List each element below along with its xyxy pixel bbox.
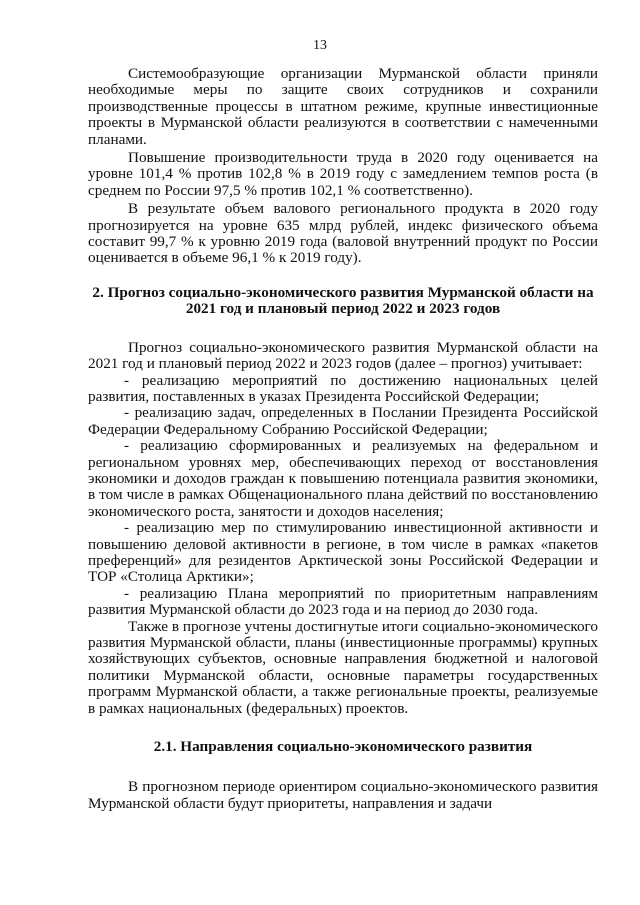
paragraph: В результате объем валового регионального продукта в 2020 году прогнозируется на уровне 635 млрд рублей, индекс физического объема составит 99,7 % к уровню 2019 года (валовой внутренний продукт по России оценивается в объеме 96,1 % к 2019 году).: [88, 200, 598, 267]
list-item: - реализацию Плана мероприятий по приоритетным направлениям развития Мурманской области до 2023 года и на период до 2030 года.: [88, 584, 598, 619]
list-item: - реализацию задач, определенных в Послании Президента Российской Федерации Федеральному Собранию Российской Федерации;: [88, 404, 598, 438]
list-item: - реализацию мероприятий по достижению национальных целей развития, поставленных в указах Президента Российской Федерации;: [88, 371, 598, 405]
document-body: [88, 66, 598, 812]
paragraph: Системообразующие организации Мурманской области приняли необходимые меры по защите своих сотрудников и сохранили производственные процессы в штатном режиме, крупные инвестиционные проекты в Мурманской области реализуются в соответствии с намеченными планами.: [88, 65, 598, 148]
page-number: 13: [313, 38, 327, 53]
paragraph: Повышение производительности труда в 2020 году оценивается на уровне 101,4 % против 102,8 % в 2019 году с замедлением темпов роста (в среднем по России 97,5 % против 102,1 % соответственно).: [88, 149, 598, 199]
paragraph: Прогноз социально-экономического развития Мурманской области на 2021 год и плановый период 2022 и 2023 годов (далее – прогноз) учитывает:: [88, 338, 598, 373]
paragraph: Также в прогнозе учтены достигнутые итоги социально-экономического развития Мурманской области, планы (инвестиционные программы) крупных хозяйствующих субъектов, основные направления бюджетной и налоговой политики Мурманской области, основные параметры государственных программ Мурманской области, а также региональные проекты, реализуемые в рамках национальных (федеральных) проектов.: [88, 617, 598, 717]
list-item: - реализацию мер по стимулированию инвестиционной активности и повышению деловой активности в регионе, в том числе в рамках «пакетов преференций» для резидентов Арктической зоны Российской Федерации и ТОР «Столица Арктики»;: [88, 519, 598, 586]
list-item: - реализацию сформированных и реализуемых на федеральном и региональном уровнях мер, обеспечивающих переход от восстановления экономики и доходов граждан к повышению потенциала развития экономики, в том числе в рамках Общенационального плана действий по восстановлению экономического роста, занятости и доходов населения;: [88, 437, 598, 520]
paragraph: В прогнозном периоде ориентиром социально-экономического развития Мурманской области будут приоритеты, направления и задачи: [88, 778, 598, 812]
subsection-heading: 2.1. Направления социально-экономического развития: [153, 738, 533, 756]
section-heading: 2. Прогноз социально-экономического развития Мурманской области на 2021 год и плановый период 2022 и 2023 годов: [92, 283, 594, 318]
